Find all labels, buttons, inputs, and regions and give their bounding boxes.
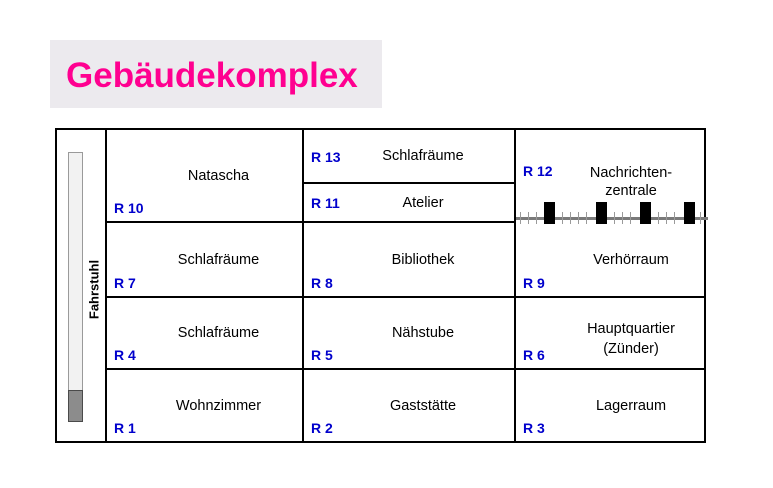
- fence-post: [596, 202, 607, 224]
- room-name: Bibliothek: [391, 251, 455, 268]
- room-code: R 2: [311, 420, 333, 436]
- room-name: Nachrichten- zentrale: [589, 165, 673, 200]
- room-code: R 12: [523, 163, 553, 179]
- room-name: Schlafräume: [382, 147, 464, 164]
- room-code: R 13: [311, 149, 341, 165]
- room-cell-r8[interactable]: [304, 223, 516, 298]
- elevator-label: Fahrstuhl: [86, 259, 102, 320]
- room-cell-r6[interactable]: [516, 298, 706, 370]
- room-cell-r11[interactable]: [304, 184, 516, 223]
- room-code: R 6: [523, 347, 545, 363]
- room-cell-r9[interactable]: [516, 223, 706, 298]
- fence-post: [684, 202, 695, 224]
- building-floorplan: [55, 128, 706, 443]
- room-cell-r13[interactable]: [304, 130, 516, 184]
- room-name: Schlafräume: [177, 324, 260, 341]
- room-subname: (Zünder): [603, 341, 659, 357]
- room-name: Atelier: [402, 194, 444, 211]
- room-cell-r7[interactable]: [107, 223, 304, 298]
- room-code: R 10: [114, 200, 144, 216]
- room-cell-r3[interactable]: [516, 370, 706, 441]
- fence-post: [544, 202, 555, 224]
- room-cell-r5[interactable]: [304, 298, 516, 370]
- room-code: R 7: [114, 275, 136, 291]
- room-name: Hauptquartier: [587, 321, 675, 337]
- fence-post: [640, 202, 651, 224]
- room-cell-r4[interactable]: [107, 298, 304, 370]
- room-name: Schlafräume: [177, 251, 260, 268]
- room-name: Verhörraum: [593, 251, 669, 268]
- room-name: Gaststätte: [389, 397, 457, 414]
- room-code: R 11: [311, 195, 340, 211]
- room-name: Natascha: [187, 167, 250, 184]
- room-code: R 9: [523, 275, 545, 291]
- elevator-shaft: [57, 130, 107, 441]
- room-code: R 1: [114, 420, 136, 436]
- room-name: Wohnzimmer: [175, 397, 262, 414]
- room-code: R 4: [114, 347, 136, 363]
- room-code: R 8: [311, 275, 333, 291]
- room-code: R 5: [311, 347, 333, 363]
- room-name: Nähstube: [391, 324, 455, 341]
- elevator-cabin[interactable]: [68, 390, 83, 422]
- elevator-track: [68, 152, 83, 422]
- room-cell-r10[interactable]: [107, 130, 304, 223]
- page-title: Gebäudekomplex: [66, 56, 358, 95]
- room-code: R 3: [523, 420, 545, 436]
- room-cell-r2[interactable]: [304, 370, 516, 441]
- room-name: Lagerraum: [595, 397, 667, 414]
- room-cell-r1[interactable]: [107, 370, 304, 441]
